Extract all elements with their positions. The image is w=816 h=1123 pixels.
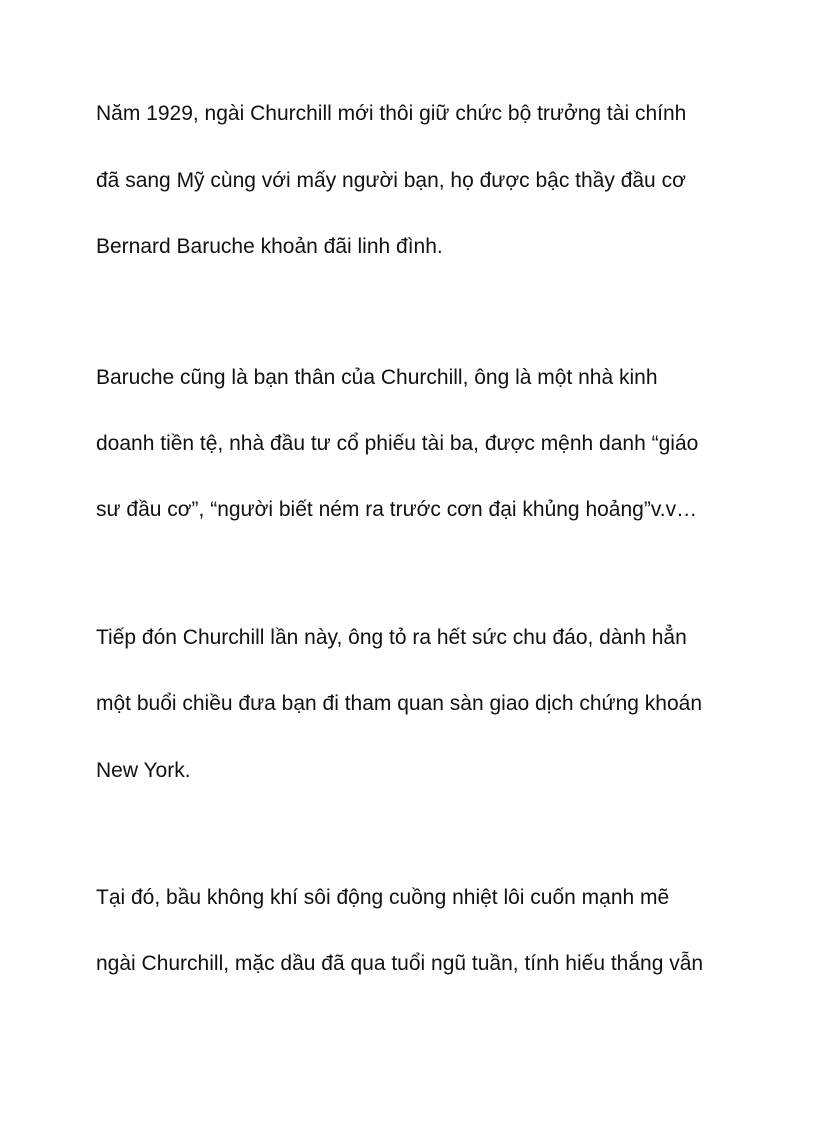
text-line: New York. [96,759,191,782]
text-line: Năm 1929, ngài Churchill mới thôi giữ chức bộ trưởng tài chính [96,102,687,125]
text-line: Tiếp đón Churchill lần này, ông tỏ ra hết sức chu đáo, dành hẳn [96,626,687,649]
text-line: sư đầu cơ”, “người biết ném ra trước cơn đại khủng hoảng”v.v… [96,498,698,521]
text-line: doanh tiền tệ, nhà đầu tư cổ phiếu tài ba, được mệnh danh “giáo [96,432,699,455]
text-line: một buổi chiều đưa bạn đi tham quan sàn giao dịch chứng khoán [96,692,703,715]
text-line: đã sang Mỹ cùng với mấy người bạn, họ được bậc thầy đầu cơ [96,169,686,192]
text-line: ngài Churchill, mặc dầu đã qua tuổi ngũ tuần, tính hiếu thắng vẫn [96,952,704,975]
text-line: Bernard Baruche khoản đãi linh đình. [96,235,443,258]
text-line: Baruche cũng là bạn thân của Churchill, ông là một nhà kinh [96,366,658,389]
text-line: Tại đó, bầu không khí sôi động cuồng nhiệt lôi cuốn mạnh mẽ [96,886,670,909]
